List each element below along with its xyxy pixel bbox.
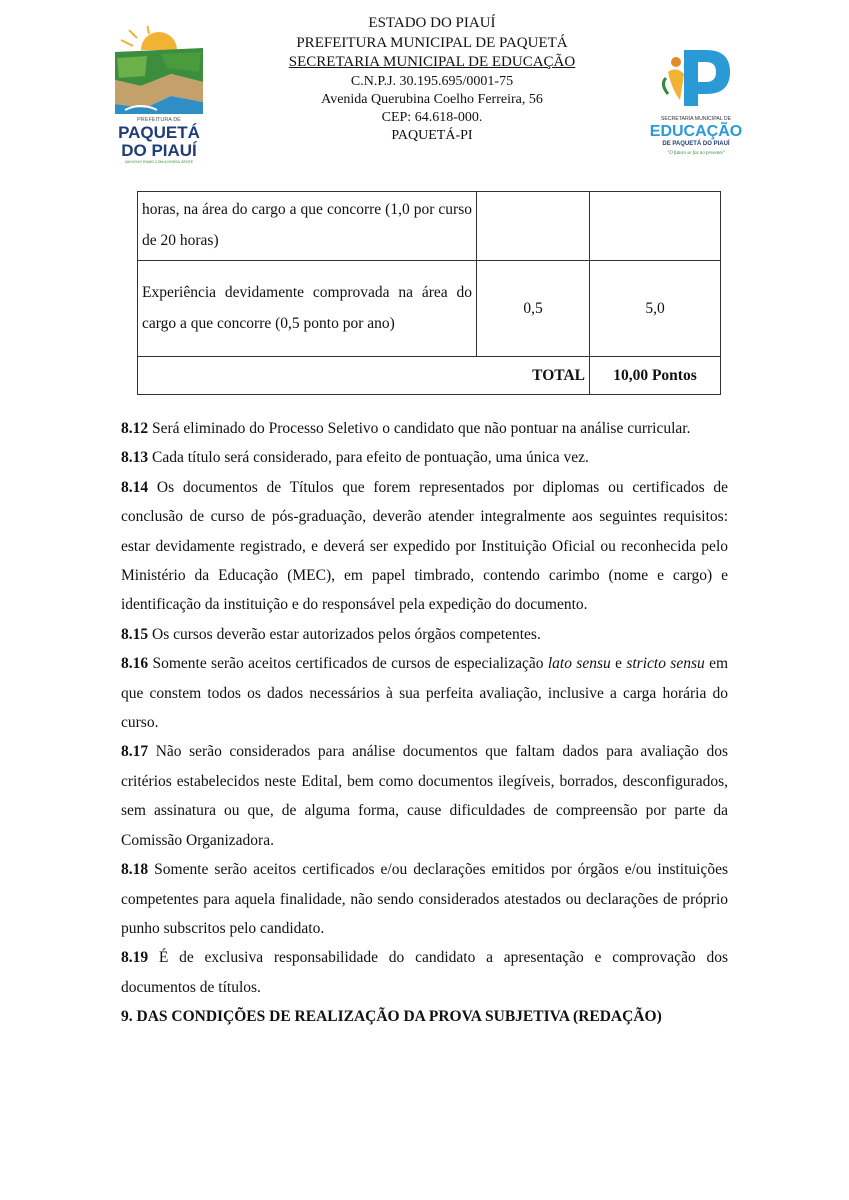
item-8-17: 8.17 Não serão considerados para análise documentos que faltam dados para avaliação dos critérios estabelecidos neste Edital, bem como documentos ilegíveis, borrados, desconfigurados, sem assinatura ou que, de alguma forma, cause dificuldades de compreensão por parte da Comissão Organizadora. xyxy=(121,743,729,849)
svg-text:EDUCAÇÃO: EDUCAÇÃO xyxy=(649,123,743,140)
total-value: 10,00 Pontos xyxy=(590,357,721,395)
total-row xyxy=(138,357,721,395)
title-scoring-table xyxy=(137,191,721,395)
letterhead xyxy=(0,0,849,185)
svg-text:UM NOVO RUMO COM A NOSSA GENTE: UM NOVO RUMO COM A NOSSA GENTE xyxy=(124,160,194,164)
education-secretariat-logo xyxy=(646,44,746,169)
secretariat-line: SECRETARIA MUNICIPAL DE EDUCAÇÃO xyxy=(288,54,576,70)
svg-text:"O futuro se faz no presente": "O futuro se faz no presente" xyxy=(667,151,725,156)
max-points xyxy=(590,192,721,261)
italic-term: stricto sensu xyxy=(626,655,705,673)
item-8-15: 8.15 Os cursos deverão estar autorizados pelos órgãos competentes. xyxy=(121,625,541,643)
city-hall-line: PREFEITURA MUNICIPAL DE PAQUETÁ xyxy=(296,34,568,51)
svg-text:SECRETARIA MUNICIPAL DE: SECRETARIA MUNICIPAL DE xyxy=(660,116,732,122)
svg-text:PREFEITURA DE: PREFEITURA DE xyxy=(137,117,181,123)
table-row xyxy=(138,261,721,357)
state-line: ESTADO DO PIAUÍ xyxy=(368,15,496,31)
item-8-12: 8.12 Será eliminado do Processo Seletivo o candidato que não pontuar na análise curricular. xyxy=(121,420,691,437)
max-points: 5,0 xyxy=(590,261,721,357)
paqueta-municipality-logo xyxy=(111,26,207,164)
institution-address-block xyxy=(262,14,602,145)
table-row xyxy=(138,192,721,261)
points-per-item: 0,5 xyxy=(477,261,590,357)
city-line: PAQUETÁ-PI xyxy=(391,127,473,143)
italic-term: lato sensu xyxy=(547,655,611,673)
item-8-14: 8.14 Os documentos de Títulos que forem representados por diplomas ou certificados de conclusão de curso de pós-graduação, deverão atender integralmente aos seguintes requisitos: estar devidamente registrado, e deverá ser expedido por Instituição Oficial ou reconhecida pelo Ministério da Educação (MEC), em papel timbrado, contendo carimbo (nome e cargo) e identificação da instituição e do responsável pela expedição do documento. xyxy=(121,478,728,614)
edital-body xyxy=(121,414,728,1032)
item-8-19: 8.19 É de exclusiva responsabilidade do candidato a apresentação e comprovação dos documentos de títulos. xyxy=(121,949,728,996)
criterion-description: horas, na área do cargo a que concorre (1,0 por curso de 20 horas) xyxy=(138,192,477,261)
item-8-16: 8.16 Somente serão aceitos certificados de cursos de especialização lato sensu e stricto sensu em que constem todos os dados necessários à sua perfeita avaliação, inclusive a carga horária do curso. xyxy=(121,655,729,732)
svg-text:PAQUETÁ: PAQUETÁ xyxy=(118,123,200,142)
criterion-description: Experiência devidamente comprovada na área do cargo a que concorre (0,5 ponto por ano) xyxy=(138,261,477,357)
section-heading: 9. DAS CONDIÇÕES DE REALIZAÇÃO DA PROVA SUBJETIVA (REDAÇÃO) xyxy=(121,1008,662,1026)
svg-text:DE PAQUETÁ DO PIAUÍ: DE PAQUETÁ DO PIAUÍ xyxy=(662,141,730,147)
points-per-item xyxy=(477,192,590,261)
total-label: TOTAL xyxy=(138,357,590,395)
cnpj-line: C.N.P.J. 30.195.695/0001-75 xyxy=(350,73,514,89)
address-line: Avenida Querubina Coelho Ferreira, 56 xyxy=(321,91,543,107)
svg-text:DO PIAUÍ: DO PIAUÍ xyxy=(121,141,197,160)
item-8-18: 8.18 Somente serão aceitos certificados e/ou declarações emitidos por órgãos e/ou instituições competentes para aquela finalidade, não sendo considerados atestados ou declarações de próprio punho subscritos pelo candidato. xyxy=(121,861,729,937)
cep-line: CEP: 64.618-000. xyxy=(381,109,483,125)
item-8-13: 8.13 Cada título será considerado, para efeito de pontuação, uma única vez. xyxy=(121,449,589,467)
